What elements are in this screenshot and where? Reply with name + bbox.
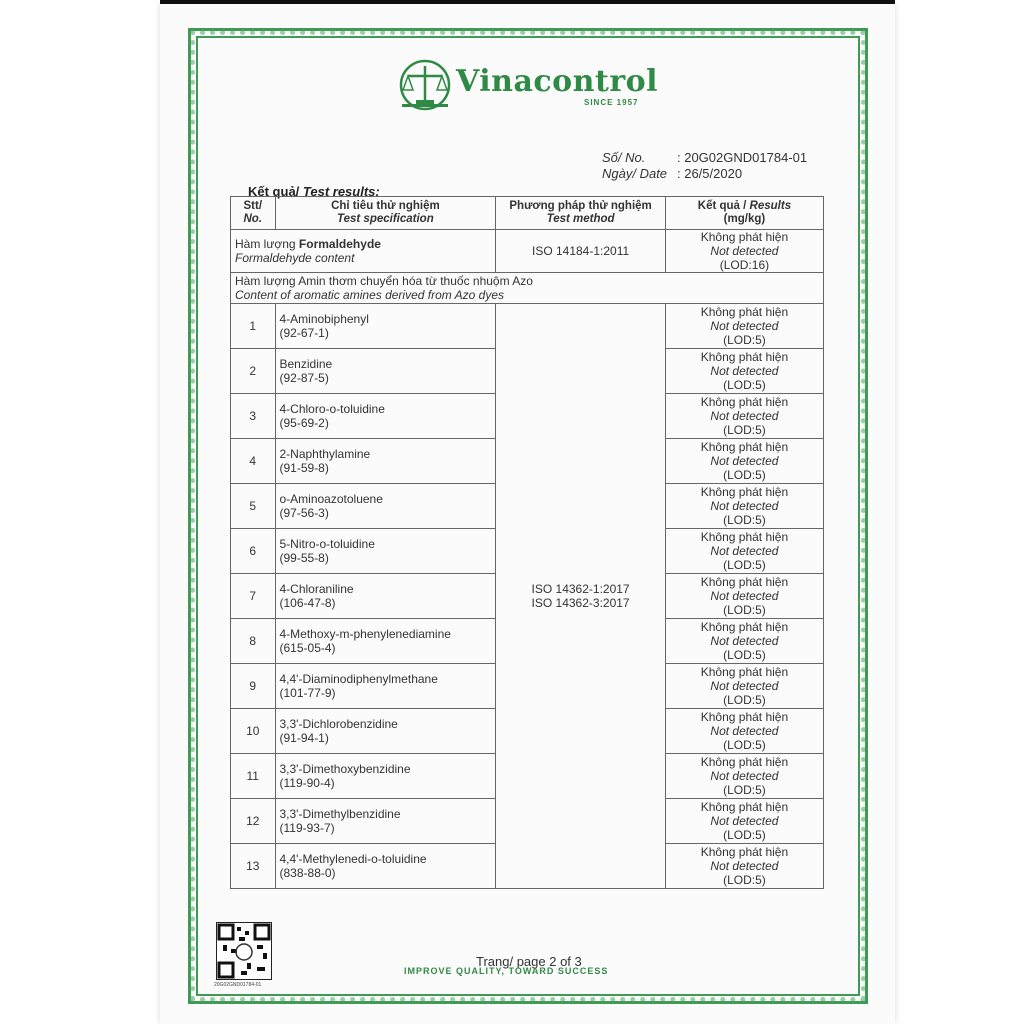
header-result — [665, 197, 823, 230]
qr-id-text: 20G02GND01784-01 — [214, 982, 262, 988]
row-number: 4 — [231, 439, 276, 484]
row-substance: o-Aminoazotoluene — [279, 492, 383, 506]
result-en: Not detected — [710, 724, 779, 738]
result-vi: Không phát hiện — [700, 665, 789, 679]
row-number: 5 — [231, 484, 276, 529]
result-lod: (LOD:5) — [723, 423, 766, 437]
cert-date-value: : 26/5/2020 — [677, 166, 743, 181]
result-lod: (LOD:5) — [723, 513, 766, 527]
row-result — [665, 709, 823, 754]
qr-code — [216, 922, 272, 980]
header-stt-en: No. — [243, 213, 263, 225]
row-cas: (92-87-5) — [279, 371, 329, 385]
row-cas: (97-56-3) — [279, 506, 329, 520]
result-lod: (LOD:5) — [723, 468, 766, 482]
row-spec — [275, 574, 496, 619]
result-vi: Không phát hiện — [700, 350, 789, 364]
result-vi: Không phát hiện — [700, 800, 789, 814]
table-row — [231, 304, 824, 349]
result-en: Not detected — [710, 499, 779, 513]
row-cas: (101-77-9) — [279, 686, 336, 700]
row-number: 12 — [231, 799, 276, 844]
header-spec-vi: Chỉ tiêu thử nghiệm — [331, 200, 440, 212]
result-en: Not detected — [710, 589, 779, 603]
row-cas: (838-88-0) — [279, 866, 336, 880]
result-en: Not detected — [710, 769, 779, 783]
qr-code-icon — [217, 923, 271, 979]
row-result — [665, 394, 823, 439]
row-cas: (91-59-8) — [279, 461, 329, 475]
results-heading-en: Test results: — [302, 184, 380, 199]
header-method-vi: Phương pháp thử nghiệm — [509, 200, 652, 212]
row-substance: 4,4'-Methylenedi-o-toluidine — [279, 852, 427, 866]
result-lod: (LOD:5) — [723, 648, 766, 662]
row-spec — [275, 664, 496, 709]
row-result — [665, 754, 823, 799]
result-en: Not detected — [710, 409, 779, 423]
row-cas: (119-93-7) — [279, 821, 335, 835]
result-lod: (LOD:5) — [723, 378, 766, 392]
result-en: Not detected — [710, 454, 779, 468]
row-substance: 4-Chloraniline — [279, 582, 354, 596]
row-result — [665, 304, 823, 349]
result-vi: Không phát hiện — [700, 575, 789, 589]
row-spec — [275, 304, 496, 349]
row-result — [665, 574, 823, 619]
results-table — [230, 196, 824, 889]
formaldehyde-title-bold: Formaldehyde — [298, 237, 381, 251]
row-cas: (92-67-1) — [279, 326, 329, 340]
row-number: 1 — [231, 304, 276, 349]
row-result — [665, 529, 823, 574]
result-lod: (LOD:5) — [723, 693, 766, 707]
result-en: Not detected — [710, 679, 779, 693]
row-number: 10 — [231, 709, 276, 754]
row-spec — [275, 799, 496, 844]
azo-section-title — [231, 273, 824, 304]
brand-since: SINCE 1957 — [584, 98, 639, 107]
azo-method-line2: ISO 14362-3:2017 — [531, 596, 630, 610]
row-result — [665, 799, 823, 844]
result-vi: Không phát hiện — [700, 755, 789, 769]
formaldehyde-spec — [231, 230, 496, 273]
row-spec — [275, 349, 496, 394]
row-cas: (99-55-8) — [279, 551, 329, 565]
row-spec — [275, 484, 496, 529]
result-vi: Không phát hiện — [700, 395, 789, 409]
row-cas: (91-94-1) — [279, 731, 329, 745]
azo-section-row — [231, 273, 824, 304]
result-en: Not detected — [710, 634, 779, 648]
header-spec-en: Test specification — [337, 213, 434, 225]
header-result-unit: (mg/kg) — [723, 213, 766, 225]
result-en: Not detected — [710, 364, 779, 378]
formaldehyde-result — [665, 230, 823, 273]
header-result-vi: Kết quả / — [697, 200, 750, 212]
scales-of-justice-icon — [398, 58, 452, 112]
result-vi: Không phát hiện — [700, 485, 789, 499]
result-en: Not detected — [710, 244, 779, 258]
result-lod: (LOD:5) — [723, 738, 766, 752]
row-substance: 3,3'-Dichlorobenzidine — [279, 717, 398, 731]
row-spec — [275, 709, 496, 754]
formaldehyde-row — [231, 230, 824, 273]
result-lod: (LOD:5) — [723, 828, 766, 842]
result-en: Not detected — [710, 859, 779, 873]
row-spec — [275, 529, 496, 574]
row-number: 11 — [231, 754, 276, 799]
row-substance: 4,4'-Diaminodiphenylmethane — [279, 672, 438, 686]
result-vi: Không phát hiện — [700, 305, 789, 319]
cert-no-value: : 20G02GND01784-01 — [677, 150, 808, 165]
header-method-en: Test method — [546, 213, 615, 225]
row-number: 8 — [231, 619, 276, 664]
row-substance: 4-Chloro-o-toluidine — [279, 402, 385, 416]
result-vi: Không phát hiện — [700, 620, 789, 634]
result-en: Not detected — [710, 544, 779, 558]
certificate-date — [602, 166, 742, 181]
row-result — [665, 664, 823, 709]
row-substance: 3,3'-Dimethylbenzidine — [279, 807, 401, 821]
row-result — [665, 619, 823, 664]
table-header-row — [231, 197, 824, 230]
result-vi: Không phát hiện — [700, 710, 789, 724]
row-substance: 4-Aminobiphenyl — [279, 312, 369, 326]
result-vi: Không phát hiện — [700, 440, 789, 454]
row-cas: (615-05-4) — [279, 641, 336, 655]
result-lod: (LOD:5) — [723, 558, 766, 572]
row-spec — [275, 844, 496, 889]
cert-date-label: Ngày/ Date — [602, 166, 668, 181]
azo-title-vi: Hàm lượng Amin thơm chuyển hóa từ thuốc nhuộm Azo — [235, 274, 533, 288]
result-en: Not detected — [710, 814, 779, 828]
formaldehyde-title-en: Formaldehyde content — [235, 251, 355, 265]
cert-no-label: Số/ No. — [602, 150, 646, 165]
brand-name: Vinacontrol — [456, 64, 659, 99]
row-number: 13 — [231, 844, 276, 889]
result-lod: (LOD:5) — [723, 333, 766, 347]
header-method — [496, 197, 666, 230]
azo-method — [496, 304, 666, 889]
row-number: 3 — [231, 394, 276, 439]
row-spec — [275, 394, 496, 439]
result-en: Not detected — [710, 319, 779, 333]
azo-title-en: Content of aromatic amines derived from Azo dyes — [235, 288, 505, 302]
row-result — [665, 844, 823, 889]
result-lod: (LOD:5) — [723, 603, 766, 617]
header-result-en: Results — [749, 200, 792, 212]
row-cas: (95-69-2) — [279, 416, 329, 430]
row-substance: 4-Methoxy-m-phenylenediamine — [279, 627, 451, 641]
row-substance: 3,3'-Dimethoxybenzidine — [279, 762, 411, 776]
row-result — [665, 349, 823, 394]
row-number: 9 — [231, 664, 276, 709]
row-spec — [275, 754, 496, 799]
formaldehyde-method: ISO 14184-1:2011 — [496, 230, 666, 273]
azo-method-line1: ISO 14362-1:2017 — [531, 582, 630, 596]
vinacontrol-logo — [398, 58, 668, 114]
result-vi: Không phát hiện — [700, 845, 789, 859]
row-substance: 2-Naphthylamine — [279, 447, 371, 461]
row-spec — [275, 619, 496, 664]
slogan: IMPROVE QUALITY, TOWARD SUCCESS — [404, 966, 609, 976]
header-spec — [275, 197, 496, 230]
result-lod: (LOD:16) — [719, 258, 770, 272]
result-vi: Không phát hiện — [700, 230, 789, 244]
row-result — [665, 439, 823, 484]
row-substance: 5-Nitro-o-toluidine — [279, 537, 375, 551]
row-number: 2 — [231, 349, 276, 394]
header-stt — [231, 197, 276, 230]
formaldehyde-title-prefix: Hàm lượng — [235, 237, 299, 251]
result-lod: (LOD:5) — [723, 873, 766, 887]
row-cas: (119-90-4) — [279, 776, 335, 790]
result-vi: Không phát hiện — [700, 530, 789, 544]
row-spec — [275, 439, 496, 484]
results-heading-vi: Kết quả/ — [248, 184, 303, 199]
certificate-number — [602, 150, 807, 165]
result-lod: (LOD:5) — [723, 783, 766, 797]
row-substance: Benzidine — [279, 357, 333, 371]
row-result — [665, 484, 823, 529]
row-number: 7 — [231, 574, 276, 619]
row-number: 6 — [231, 529, 276, 574]
row-cas: (106-47-8) — [279, 596, 336, 610]
page-number: Trang/ page 2 of 3 — [476, 954, 582, 969]
header-stt-vi: Stt/ — [243, 200, 263, 212]
